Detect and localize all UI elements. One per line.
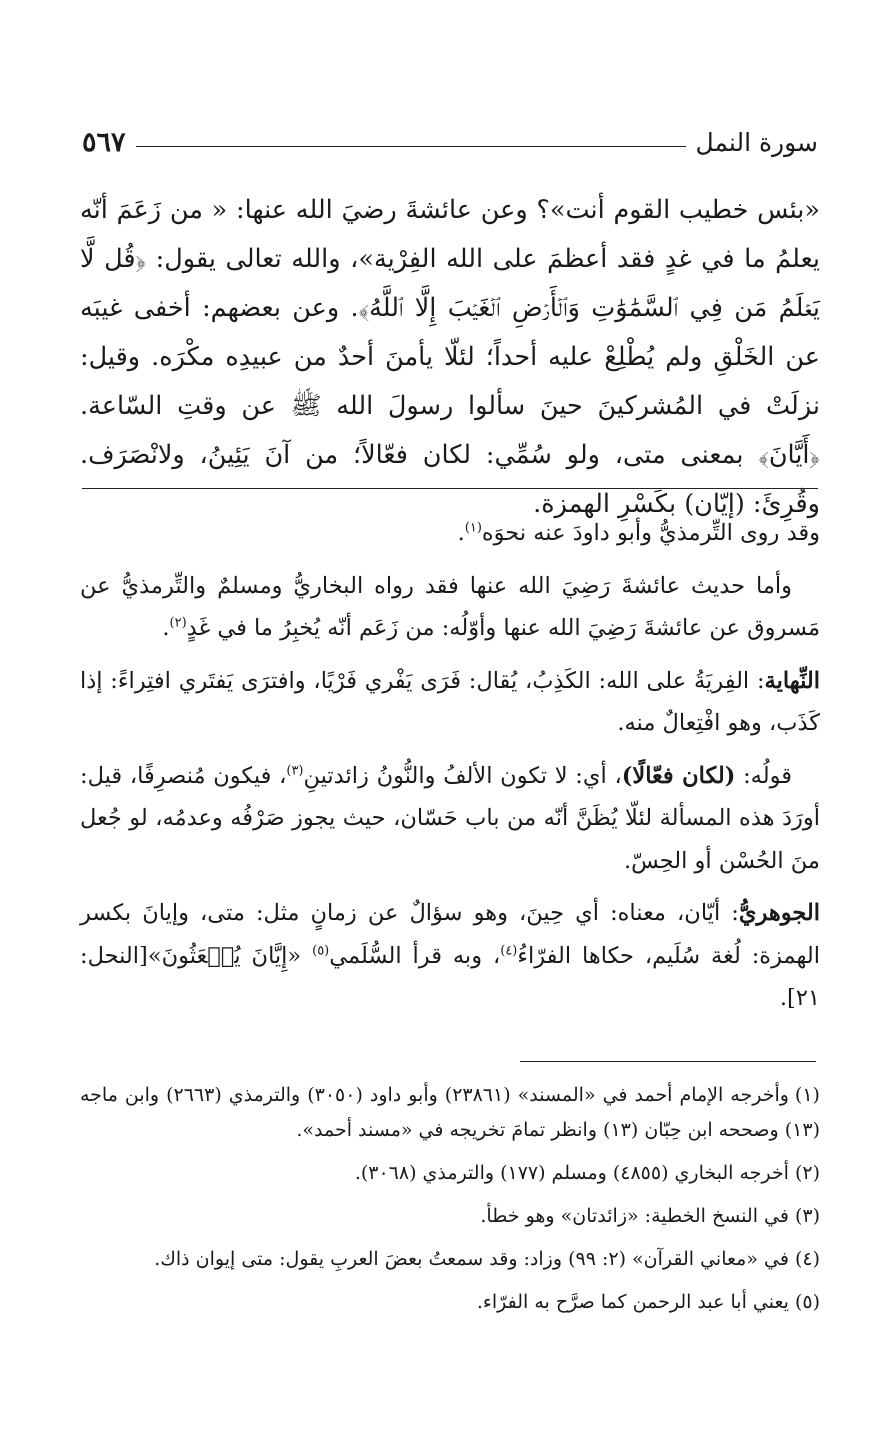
footnote-text: في النسخ الخطية: «زائدتان» وهو خطأ.	[480, 1205, 789, 1227]
footnote-ref: (١)	[464, 520, 482, 536]
running-header	[82, 124, 818, 160]
keyword: (لكان فعّالًا)	[621, 762, 736, 789]
footnote-number: (٢)	[794, 1162, 820, 1184]
footnote-ref: (٤)	[500, 943, 518, 958]
commentary-paragraph-3: النِّهاية: الفِريَةُ على الله: الكَذِبُ، يُقال: فَرَى يَفْري فَرْيًا، وافترَى يَفتَري افتِراءً: إذا كَذَب، وهو افْتِعالٌ منه.	[80, 667, 820, 736]
footnote-text: أخرجه البخاري (٤٨٥٥) ومسلم (١٧٧) والترمذي (٣٠٦٨).	[354, 1162, 789, 1184]
keyword: الجوهريُّ	[738, 900, 820, 926]
surah-title: سورة النمل	[695, 127, 818, 157]
commentary-paragraph-1: وقد روى التِّرمذيُّ وأبو داودَ عنه نحوَه$^{(١)}$.	[457, 520, 820, 546]
footnote-ref: (٣)	[286, 763, 304, 778]
footnote-rule	[520, 1061, 816, 1062]
commentary-paragraph-2: وأما حديث عائشةَ رَضِيَ الله عنها فقد رواه البخاريُّ ومسلمٌ والتِّرمذيُّ عن مَسروق عن عائشةَ رَضِيَ الله عنها وأوّلُه: من زَعَم أنّه يُخبِرُ ما في غَدٍ$^{(٢)}$.	[80, 572, 820, 641]
footnote	[80, 1199, 820, 1234]
commentary-paragraph-5: الجوهريُّ: أيّان، معناه: أي حِينَ، وهو سؤالٌ عن زمانٍ مثل: متى، وإيانَ بكسر الهمزة: لُغة سُلَيم، حكاها الفرّاءُ$^{(٤)}$، وبه قرأ السُّلَمي$^{(٥)}$ «إِيَّانَ يُبۡعَثُونَ»[النحل: ٢١].	[80, 900, 820, 1011]
main-divider	[82, 488, 818, 489]
commentary-paragraph-4: قولُه: (لكان فعّالًا)، أي: لا تكون الألفُ والنُّونُ زائدتينِ$^{(٣)}$، فيكون مُنصرِفًا، قيل: أورَدَ هذه المسألة لئلّا يُظَنَّ أنّه من باب حَسّان، حيث يجوز صَرْفُه وعدمُه، لو جُعل منَ الحُسْن أو الحِسّ.	[80, 762, 820, 874]
page-number: ٥٦٧	[82, 126, 126, 158]
footnotes	[80, 1078, 820, 1328]
footnote-text: يعني أبا عبد الرحمن كما صرَّح به الفرّاء.	[476, 1291, 789, 1313]
footnote-number: (٣)	[794, 1205, 820, 1227]
footnote-number: (٥)	[794, 1291, 820, 1313]
footnote-ref: (٢)	[169, 615, 187, 631]
footnote	[80, 1156, 820, 1191]
main-text: «بئس خطيب القوم أنت»؟ وعن عائشةَ رضيَ الله عنها: « من زَعَمَ أنّه يعلمُ ما في غدٍ فقد أعظمَ على الله الفِرْية»، والله تعالى يقول: ﴿قُل لَّا يَعۡلَمُ مَن فِي ٱلسَّمَٰوَٰتِ وَٱلۡأَرۡضِ ٱلۡغَيۡبَ إِلَّا ٱللَّهُ﴾. وعن بعضهم: أخفى غيبَه عن الخَلْقِ ولم يُطْلِعْ عليه أحداً؛ لئلّا يأمنَ أحدٌ من عبيدِه مكْرَه. وقيل: نزلَتْ في المُشركينَ حينَ سألوا رسولَ الله ﷺ عن وقتِ السّاعة. ﴿أَيَّانَ﴾ بمعنى متى، ولو سُمِّي: لكان فعّالاً؛ من آنَ يَئِينُ، ولانْصَرَف. وقُرِئَ: (إيّان) بكَسْرِ الهمزة.	[80, 195, 820, 519]
footnote	[80, 1242, 820, 1277]
footnote-text: في «معاني القرآن» (٢: ٩٩) وزاد: وقد سمعتُ بعضَ العربِ يقول: متى إيوان ذاك.	[154, 1248, 789, 1270]
footnote	[80, 1285, 820, 1320]
header-rule	[136, 146, 686, 147]
commentary	[80, 512, 820, 1030]
footnote	[80, 1078, 820, 1148]
footnote-text: وأخرجه الإمام أحمد في «المسند» (٢٣٨٦١) وأبو داود (٣٠٥٠) والترمذي (٢٦٦٣) وابن ماجه (١٣) وصححه ابن حِبّان (١٣) وانظر تمامَ تخريجه في «مسند أحمد».	[80, 1084, 820, 1141]
footnote-number: (١)	[794, 1084, 820, 1106]
keyword: النِّهاية	[764, 667, 820, 694]
footnote-ref: (٥)	[312, 943, 330, 958]
footnote-number: (٤)	[794, 1248, 820, 1270]
